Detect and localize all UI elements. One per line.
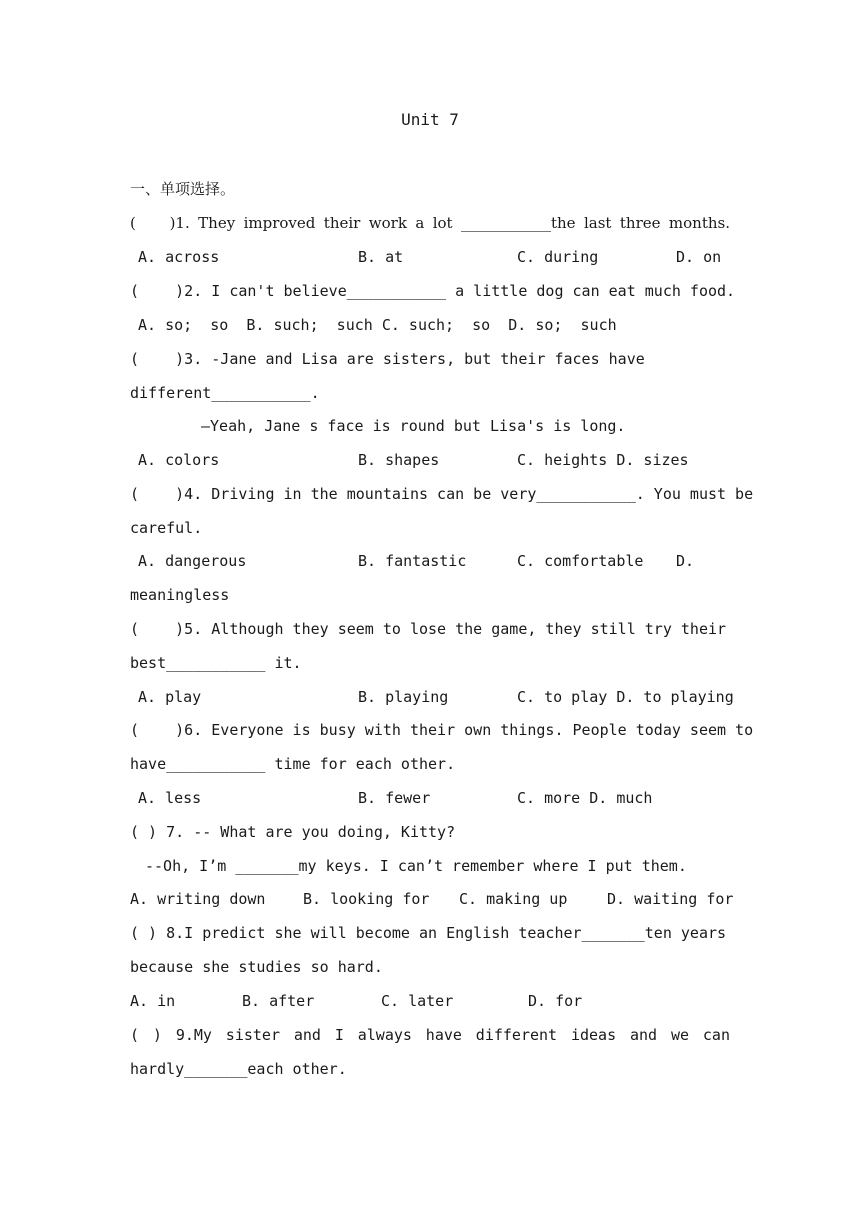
question-7: ( ) 7. -- What are you doing, Kitty? (130, 823, 456, 841)
question-7-option-c: C. making up (459, 890, 568, 908)
question-3: ( )3. -Jane and Lisa are sisters, but their faces have (130, 350, 645, 368)
question-4-option-c: C. comfortable (517, 552, 644, 570)
question-6: ( )6. Everyone is busy with their own things. People today seem to (130, 721, 754, 739)
question-8: ( ) 8.I predict she will become an English teacher_______ten years (130, 924, 727, 942)
question-8-option-b: B. after (242, 992, 315, 1010)
question-6-option-b: B. fewer (358, 789, 431, 807)
question-3-reply: —Yeah, Jane s face is round but Lisa's is long. (201, 417, 626, 435)
question-5: ( )5. Although they seem to lose the game, they still try their (130, 620, 727, 638)
question-1-option-a: A. across (138, 248, 220, 266)
question-5-continued: best___________ it. (130, 654, 302, 672)
question-8-option-d: D. for (528, 992, 583, 1010)
question-2: ( )2. I can't believe___________ a little dog can eat much food. (130, 282, 736, 300)
question-8-option-a: A. in (130, 992, 176, 1010)
question-3-option-b: B. shapes (358, 451, 440, 469)
question-9: ( ) 9.My sister and I always have different ideas and we can (130, 1026, 730, 1044)
question-8-continued: because she studies so hard. (130, 958, 383, 976)
question-7-option-d: D. waiting for (607, 890, 734, 908)
question-4: ( )4. Driving in the mountains can be very___________. You must be (130, 485, 754, 503)
question-4-option-b: B. fantastic (358, 552, 467, 570)
question-1-option-b: B. at (358, 248, 404, 266)
question-1-option-d: D. on (676, 248, 722, 266)
question-4-option-d: D. (676, 552, 695, 570)
question-1: ( )1. They improved their work a lot ____________the last three months. (130, 214, 730, 232)
question-7-reply: --Oh, I’m _______my keys. I can’t remember where I put them. (145, 857, 687, 875)
section-heading: 一、单项选择。 (130, 180, 236, 198)
question-3-option-cd: C. heights D. sizes (517, 451, 689, 469)
question-4-option-d-continued: meaningless (130, 586, 230, 604)
question-9-continued: hardly_______each other. (130, 1060, 347, 1078)
question-1-option-c: C. during (517, 248, 599, 266)
question-6-option-a: A. less (138, 789, 202, 807)
question-4-continued: careful. (130, 519, 203, 537)
question-6-option-cd: C. more D. much (517, 789, 653, 807)
question-8-option-c: C. later (381, 992, 454, 1010)
question-3-option-a: A. colors (138, 451, 220, 469)
question-7-option-b: B. looking for (303, 890, 430, 908)
question-2-options: A. so; so B. such; such C. such; so D. so; such (138, 316, 617, 334)
question-5-option-b: B. playing (358, 688, 449, 706)
page-title: Unit 7 (401, 110, 459, 129)
question-7-option-a: A. writing down (130, 890, 266, 908)
question-4-option-a: A. dangerous (138, 552, 247, 570)
question-5-option-a: A. play (138, 688, 202, 706)
question-6-continued: have___________ time for each other. (130, 755, 456, 773)
question-3-continued: different___________. (130, 384, 320, 402)
question-5-option-cd: C. to play D. to playing (517, 688, 734, 706)
